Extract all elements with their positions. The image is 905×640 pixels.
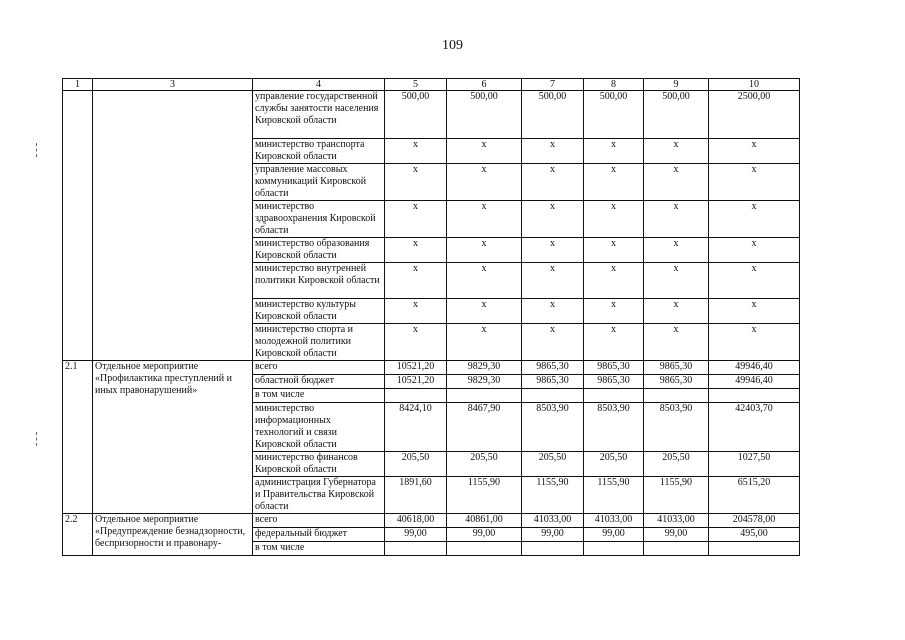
row-number: 2.1: [63, 361, 93, 514]
value-cell: x: [385, 164, 447, 201]
value-cell: x: [709, 139, 800, 164]
value-cell: 500,00: [644, 91, 709, 139]
value-cell: x: [644, 263, 709, 299]
column-header: 4: [253, 79, 385, 91]
value-cell: x: [709, 238, 800, 263]
value-cell: 99,00: [447, 528, 522, 542]
row-title: [93, 91, 253, 361]
value-cell: x: [709, 324, 800, 361]
value-cell: x: [709, 201, 800, 238]
value-cell: 9865,30: [584, 375, 644, 389]
column-header: 9: [644, 79, 709, 91]
row-label: министерство информационных технологий и связи Кировской области: [253, 403, 385, 452]
row-label: министерство спорта и молодежной политики Кировской области: [253, 324, 385, 361]
table-row: [63, 361, 800, 375]
value-cell: [522, 542, 584, 556]
value-cell: 205,50: [522, 452, 584, 477]
value-cell: x: [385, 201, 447, 238]
value-cell: [644, 389, 709, 403]
value-cell: 40618,00: [385, 514, 447, 528]
row-label: администрация Губернатора и Правительства Кировской области: [253, 477, 385, 514]
value-cell: 1155,90: [447, 477, 522, 514]
scan-mark: [36, 143, 39, 157]
value-cell: 205,50: [644, 452, 709, 477]
value-cell: 8424,10: [385, 403, 447, 452]
value-cell: x: [522, 238, 584, 263]
value-cell: [709, 389, 800, 403]
value-cell: 42403,70: [709, 403, 800, 452]
value-cell: x: [385, 139, 447, 164]
value-cell: x: [584, 139, 644, 164]
value-cell: 205,50: [447, 452, 522, 477]
value-cell: [447, 389, 522, 403]
value-cell: x: [447, 324, 522, 361]
value-cell: 500,00: [584, 91, 644, 139]
value-cell: [584, 389, 644, 403]
value-cell: x: [709, 164, 800, 201]
value-cell: x: [522, 299, 584, 324]
column-header: 7: [522, 79, 584, 91]
column-header: 5: [385, 79, 447, 91]
value-cell: 49946,40: [709, 361, 800, 375]
column-header: 1: [63, 79, 93, 91]
value-cell: x: [522, 164, 584, 201]
table-header-row: [63, 79, 800, 91]
value-cell: x: [385, 299, 447, 324]
value-cell: [644, 542, 709, 556]
value-cell: x: [644, 324, 709, 361]
value-cell: [709, 542, 800, 556]
row-label: министерство финансов Кировской области: [253, 452, 385, 477]
value-cell: 9865,30: [644, 375, 709, 389]
value-cell: x: [644, 238, 709, 263]
value-cell: x: [385, 263, 447, 299]
value-cell: 500,00: [385, 91, 447, 139]
value-cell: 9865,30: [522, 361, 584, 375]
row-label: управление массовых коммуникаций Кировской области: [253, 164, 385, 201]
value-cell: 1155,90: [522, 477, 584, 514]
value-cell: 10521,20: [385, 361, 447, 375]
value-cell: x: [447, 238, 522, 263]
value-cell: 9865,30: [522, 375, 584, 389]
value-cell: 10521,20: [385, 375, 447, 389]
value-cell: 9829,30: [447, 361, 522, 375]
row-label: управление государственной службы занятости населения Кировской области: [253, 91, 385, 139]
column-header: 3: [93, 79, 253, 91]
column-header: 8: [584, 79, 644, 91]
value-cell: 8503,90: [522, 403, 584, 452]
value-cell: 2500,00: [709, 91, 800, 139]
value-cell: x: [584, 238, 644, 263]
value-cell: 1155,90: [644, 477, 709, 514]
table-row: [63, 514, 800, 528]
value-cell: x: [522, 139, 584, 164]
row-label: федеральный бюджет: [253, 528, 385, 542]
value-cell: [447, 542, 522, 556]
value-cell: [385, 542, 447, 556]
value-cell: x: [522, 263, 584, 299]
value-cell: 205,50: [584, 452, 644, 477]
row-title: Отдельное мероприятие «Предупреждение безнадзорности, беспризорности и правонару-: [93, 514, 253, 556]
row-number: [63, 91, 93, 361]
row-label: министерство внутренней политики Кировской области: [253, 263, 385, 299]
value-cell: 41033,00: [522, 514, 584, 528]
value-cell: 1155,90: [584, 477, 644, 514]
row-label: министерство здравоохранения Кировской области: [253, 201, 385, 238]
value-cell: x: [385, 238, 447, 263]
value-cell: [385, 389, 447, 403]
row-label: в том числе: [253, 542, 385, 556]
value-cell: 1891,60: [385, 477, 447, 514]
row-label: всего: [253, 361, 385, 375]
row-label: министерство культуры Кировской области: [253, 299, 385, 324]
value-cell: x: [584, 263, 644, 299]
value-cell: 41033,00: [584, 514, 644, 528]
value-cell: [584, 542, 644, 556]
value-cell: x: [644, 164, 709, 201]
column-header: 6: [447, 79, 522, 91]
row-label: областной бюджет: [253, 375, 385, 389]
value-cell: x: [584, 164, 644, 201]
row-number: 2.2: [63, 514, 93, 556]
value-cell: x: [447, 139, 522, 164]
page-number: 109: [442, 38, 463, 53]
row-label: всего: [253, 514, 385, 528]
table-row: [63, 91, 800, 139]
value-cell: 49946,40: [709, 375, 800, 389]
value-cell: 99,00: [644, 528, 709, 542]
value-cell: 495,00: [709, 528, 800, 542]
value-cell: x: [709, 299, 800, 324]
value-cell: x: [644, 299, 709, 324]
value-cell: x: [709, 263, 800, 299]
value-cell: 204578,00: [709, 514, 800, 528]
value-cell: x: [522, 201, 584, 238]
table-body: [63, 91, 800, 556]
value-cell: x: [447, 164, 522, 201]
row-label: министерство образования Кировской области: [253, 238, 385, 263]
value-cell: x: [447, 263, 522, 299]
value-cell: 500,00: [522, 91, 584, 139]
value-cell: x: [522, 324, 584, 361]
value-cell: 8503,90: [584, 403, 644, 452]
value-cell: 99,00: [584, 528, 644, 542]
value-cell: 9865,30: [584, 361, 644, 375]
scan-mark: [36, 432, 39, 446]
value-cell: 205,50: [385, 452, 447, 477]
value-cell: x: [447, 299, 522, 324]
value-cell: 99,00: [385, 528, 447, 542]
value-cell: x: [385, 324, 447, 361]
value-cell: 9865,30: [644, 361, 709, 375]
value-cell: x: [644, 139, 709, 164]
value-cell: x: [584, 324, 644, 361]
value-cell: 40861,00: [447, 514, 522, 528]
value-cell: 8503,90: [644, 403, 709, 452]
value-cell: 99,00: [522, 528, 584, 542]
data-table: [62, 78, 800, 556]
value-cell: 500,00: [447, 91, 522, 139]
value-cell: x: [447, 201, 522, 238]
value-cell: x: [584, 299, 644, 324]
column-header: 10: [709, 79, 800, 91]
value-cell: x: [644, 201, 709, 238]
value-cell: 1027,50: [709, 452, 800, 477]
row-label: министерство транспорта Кировской области: [253, 139, 385, 164]
value-cell: x: [584, 201, 644, 238]
value-cell: [522, 389, 584, 403]
row-label: в том числе: [253, 389, 385, 403]
row-title: Отдельное мероприятие «Профилактика преступлений и иных правонарушений»: [93, 361, 253, 514]
value-cell: 8467,90: [447, 403, 522, 452]
value-cell: 9829,30: [447, 375, 522, 389]
value-cell: 6515,20: [709, 477, 800, 514]
value-cell: 41033,00: [644, 514, 709, 528]
